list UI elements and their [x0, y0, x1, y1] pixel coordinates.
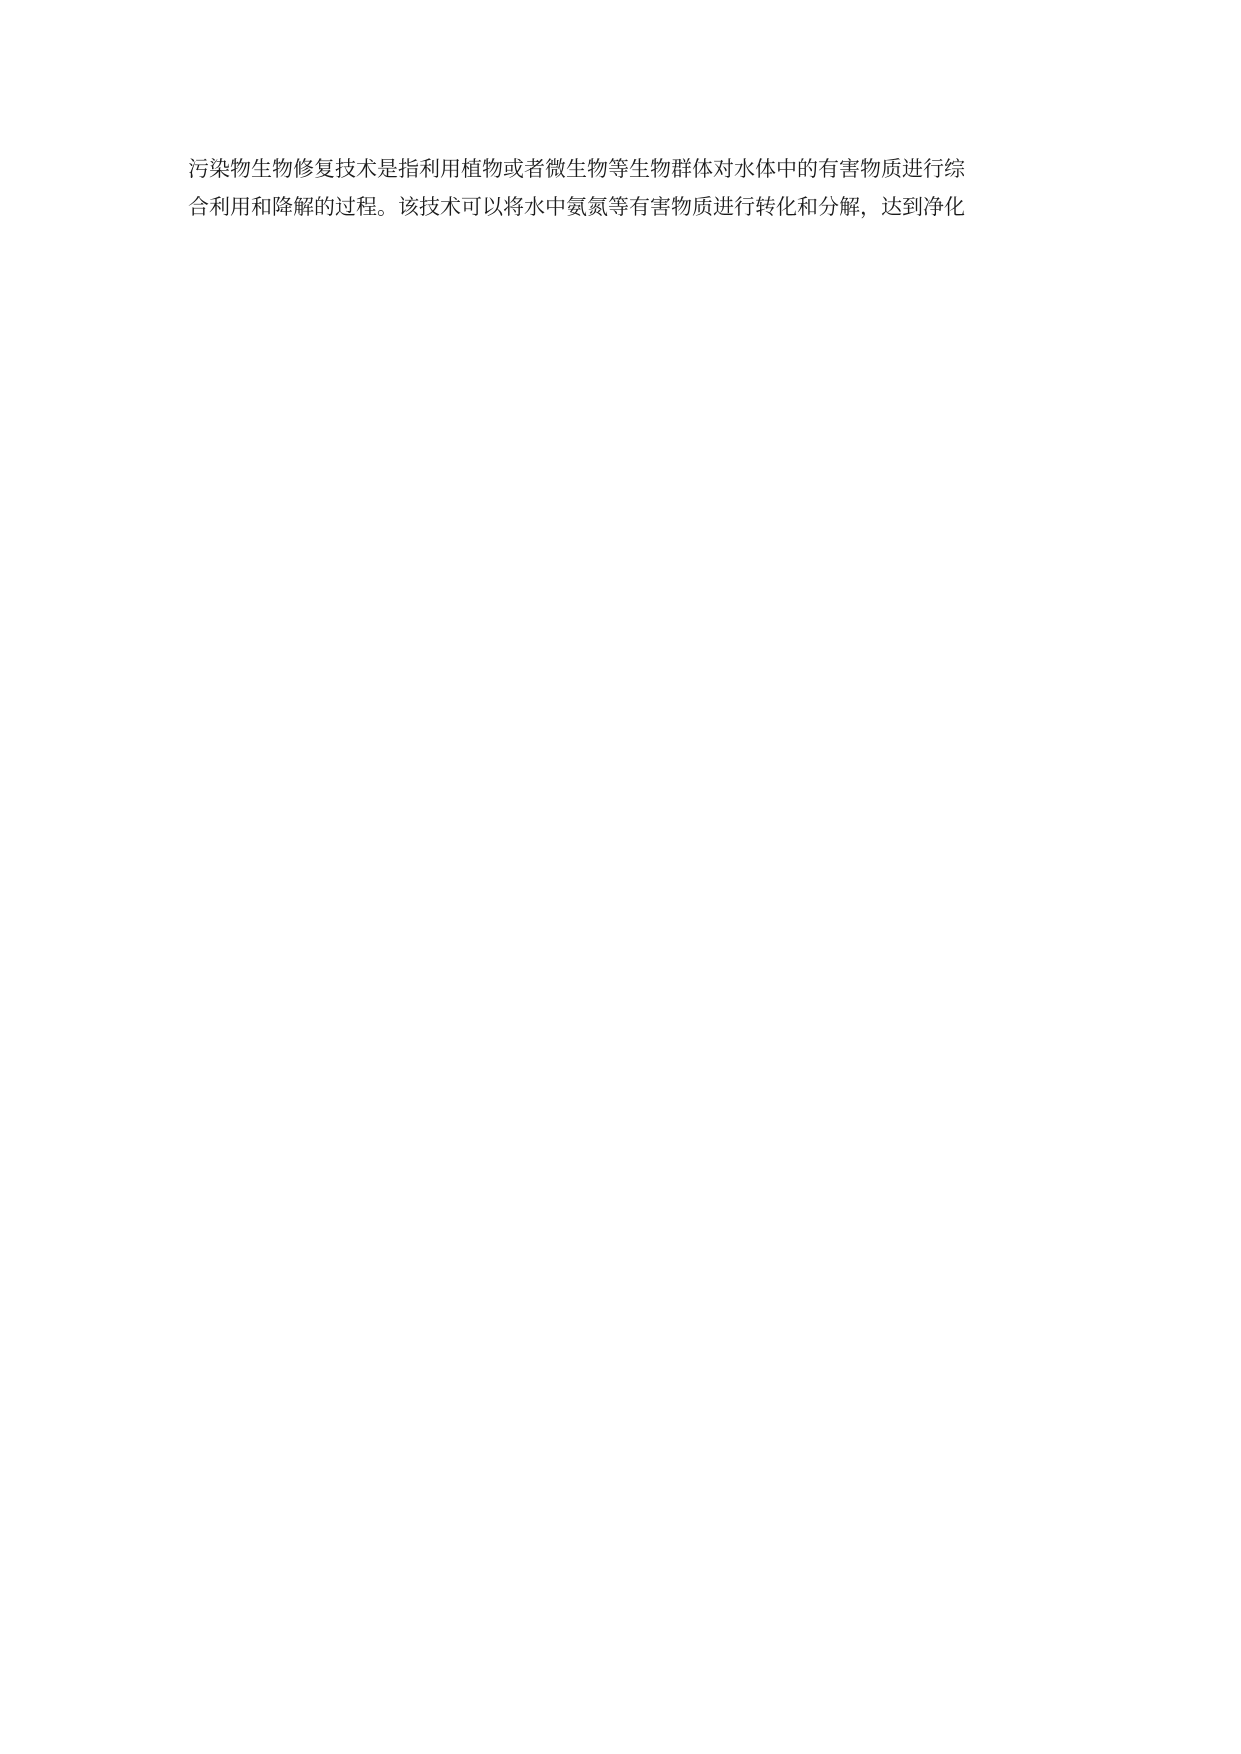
paragraph-bioremediation — [188, 150, 1048, 226]
paragraph-line: 污染物生物修复技术是指利用植物或者微生物等生物群体对水体中的有害物质进行综 — [188, 157, 965, 181]
document-body — [188, 150, 1048, 246]
paragraph-line: 合利用和降解的过程。该技术可以将水中氨氮等有害物质进行转化和分解，达到净化 — [188, 195, 965, 219]
